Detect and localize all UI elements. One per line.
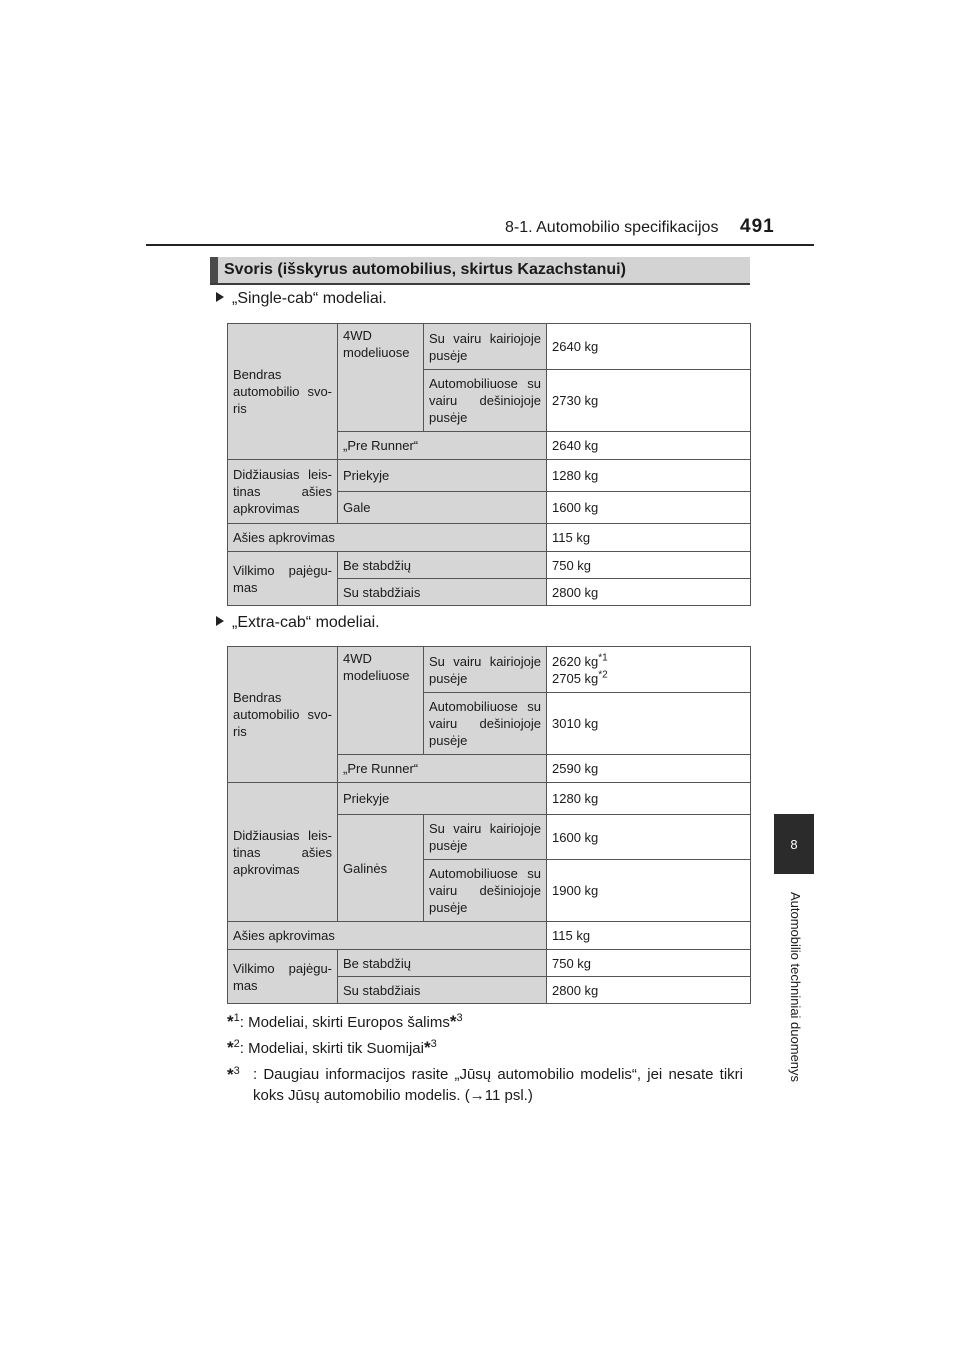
rear-left-drive-value: 1600 kg [547,815,751,860]
right-drive-label: Automobiliuose su vairu dešiniojoje pusėje [424,693,547,755]
max-axle-load-label: Didžiausias leis-tinas ašies apkrovimas [228,460,338,524]
section-title: Svoris (išskyrus automobilius, skirtus Kazachstanui) [224,261,626,278]
fourwd-label: 4WD modeliuose [338,647,424,755]
rear-left-drive-label: Su vairu kairiojoje pusėje [424,815,547,860]
max-axle-load-label: Didžiausias leis-tinas ašies apkrovimas [228,783,338,922]
footnote-ref: *2 [598,669,608,681]
extra-cab-table [227,646,751,1004]
left-drive-value-1: 2620 kg [552,653,599,669]
axle-load-label: Ašies apkrovimas [228,922,547,950]
footnote-3-text: : Daugiau informacijos rasite „Jūsų automobilio modelis“, jei nesate tikri koks Jūsų automobilio modelis. (→11 psl.) [253,1066,743,1104]
left-drive-value-2: 2705 kg [552,670,599,686]
no-brakes-label: Be stabdžių [338,552,547,579]
chapter-label: Automobilio techniniai duomenys [788,891,803,1083]
table-row [228,922,751,950]
footnote-1: *$^1$: Modeliai, skirti Europos šalims*$^3$ [227,1012,463,1031]
no-brakes-value: 750 kg [547,552,751,579]
table-row [228,460,751,492]
prerunner-label: „Pre Runner“ [338,755,547,783]
triangle-bullet-icon [216,616,224,626]
table-row [228,324,751,370]
prerunner-value: 2640 kg [547,432,751,460]
chapter-tab: 8 [774,814,814,874]
front-value: 1280 kg [547,783,751,815]
left-drive-value: 2640 kg [547,324,751,370]
no-brakes-label: Be stabdžių [338,950,547,977]
single-cab-table [227,323,751,606]
left-drive-label: Su vairu kairiojoje pusėje [424,324,547,370]
prerunner-value: 2590 kg [547,755,751,783]
front-label: Priekyje [338,783,547,815]
right-drive-value: 2730 kg [547,370,751,432]
extra-cab-heading-text: „Extra-cab“ modeliai. [232,614,380,631]
left-drive-label: Su vairu kairiojoje pusėje [424,647,547,693]
with-brakes-label: Su stabdžiais [338,977,547,1004]
with-brakes-value: 2800 kg [547,977,751,1004]
rear-label: Gale [338,492,547,524]
with-brakes-value: 2800 kg [547,579,751,606]
front-value: 1280 kg [547,460,751,492]
table-row [228,524,751,552]
single-cab-heading-text: „Single-cab“ modeliai. [232,290,387,307]
fourwd-label: 4WD modeliuose [338,324,424,432]
towing-capacity-label: Vilkimo pajėgu-mas [228,552,338,606]
section-title-bar [210,257,750,285]
single-cab-heading [216,290,387,308]
towing-capacity-label: Vilkimo pajėgu-mas [228,950,338,1004]
footnote-ref: *1 [598,652,608,664]
axle-load-value: 115 kg [547,524,751,552]
table-row [228,552,751,579]
prerunner-label: „Pre Runner“ [338,432,547,460]
footnote-marker: *$^3$ [227,1065,240,1084]
no-brakes-value: 750 kg [547,950,751,977]
axle-load-value: 115 kg [547,922,751,950]
with-brakes-label: Su stabdžiais [338,579,547,606]
table-row [228,647,751,693]
right-drive-label: Automobiliuose su vairu dešiniojoje pusėje [424,370,547,432]
axle-load-label: Ašies apkrovimas [228,524,547,552]
footnote-2: *$^2$: Modeliai, skirti tik Suomijai*$^3$ [227,1038,437,1057]
rear-right-drive-label: Automobiliuose su vairu dešiniojoje pusėje [424,860,547,922]
gross-weight-label: Bendras automobilio svo-ris [228,647,338,783]
front-label: Priekyje [338,460,547,492]
section-header: 8-1. Automobilio specifikacijos [505,219,719,236]
extra-cab-heading [216,614,380,632]
header-divider [146,244,814,246]
footnote-3 [227,1064,743,1106]
title-accent-bar [210,257,218,283]
page-number: 491 [740,216,775,237]
left-drive-value [547,647,751,693]
right-drive-value: 3010 kg [547,693,751,755]
rear-label: Galinės [338,815,424,922]
triangle-bullet-icon [216,292,224,302]
table-row [228,950,751,977]
gross-weight-label: Bendras automobilio svo-ris [228,324,338,460]
rear-value: 1600 kg [547,492,751,524]
rear-right-drive-value: 1900 kg [547,860,751,922]
table-row [228,783,751,815]
